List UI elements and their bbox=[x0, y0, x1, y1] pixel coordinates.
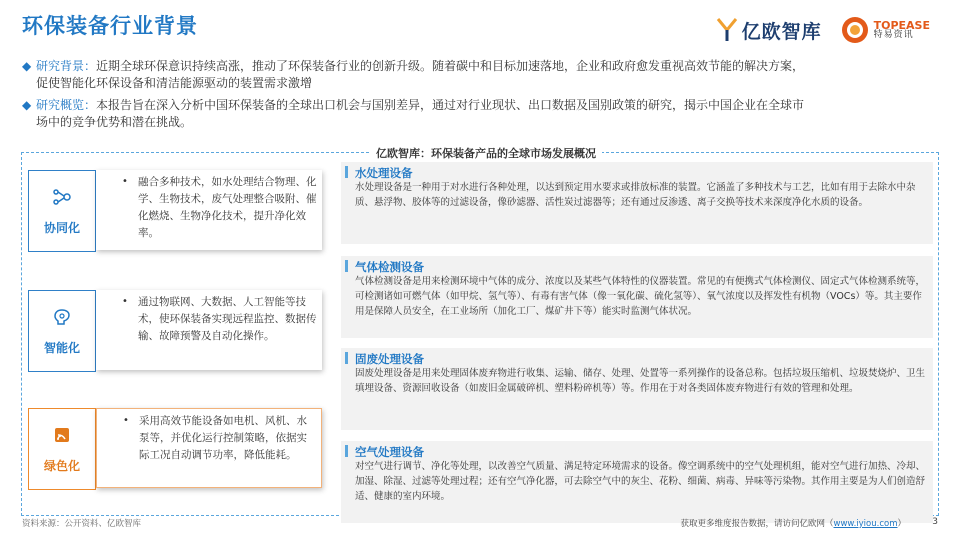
bullet-background bbox=[22, 58, 942, 92]
section-air-treatment bbox=[341, 441, 933, 523]
frame-title: 亿欧智库：环保装备产品的全球市场发展概况 bbox=[370, 145, 602, 161]
topease-logo-en: TOPEASE bbox=[873, 18, 930, 32]
section-solid-waste bbox=[341, 348, 933, 430]
card-badge bbox=[28, 170, 96, 252]
bullet-text: 近期全球环保意识持续高涨，推动了环保装备行业的创新升级。随着碳中和目标加速落地，企业和政府愈发重视高效节能的解决方案， bbox=[96, 59, 805, 73]
section-heading: 空气处理设备 bbox=[355, 445, 424, 459]
bullet-dot-icon: • bbox=[123, 415, 129, 426]
card-text: 通过物联网、大数据、人工智能等技术，使环保装备实现远程监控、数据传输、故障预警及自动化操作。 bbox=[138, 296, 317, 342]
brain-icon bbox=[52, 307, 72, 331]
page-title: 环保装备行业背景 bbox=[22, 14, 198, 38]
topease-logo-icon bbox=[840, 15, 870, 45]
bullet-continuation: 促使智能化环保设备和清洁能源驱动的装置需求激增 bbox=[36, 76, 313, 90]
section-text: 固废处理设备是用来处理固体废弃物进行收集、运输、储存、处理、处置等一系列操作的设备总称。包括垃圾压缩机、垃圾焚烧炉、卫生填埋设备、资源回收设备（如废旧金属破碎机、塑料粉碎机等）等。作用在于对各类固体废弃物进行有效的管理和处理。 bbox=[355, 368, 926, 394]
section-water-treatment bbox=[341, 162, 933, 244]
diamond-bullet-icon: ◆ bbox=[22, 59, 32, 73]
section-gas-detection bbox=[341, 256, 933, 338]
card-label: 智能化 bbox=[43, 340, 80, 355]
bullet-overview bbox=[22, 97, 942, 131]
footer-source: 资料来源：公开资料、亿欧智库 bbox=[22, 519, 142, 529]
topease-logo bbox=[840, 15, 930, 45]
logo-group bbox=[716, 12, 930, 48]
section-text: 水处理设备是一种用于对水进行各种处理，以达到预定用水要求或排放标准的装置。它涵盖了多种技术与工艺，比如有用于去除水中杂质、悬浮物、胶体等的过滤设备，像砂滤器、活性炭过滤器等；还有通过反渗透、离子交换等技术来深度净化水质的设备。 bbox=[355, 182, 916, 208]
page-number: 3 bbox=[932, 517, 938, 527]
bullet-continuation: 场中的竞争优势和潜在挑战。 bbox=[36, 115, 193, 129]
bullet-lead: 研究概览： bbox=[36, 98, 97, 112]
card-intelligent bbox=[28, 290, 323, 372]
card-text: 采用高效节能设备如电机、风机、水泵等，并优化运行控制策略，依据实际工况自动调节功率，降低能耗。 bbox=[139, 415, 307, 461]
section-text: 对空气进行调节、净化等处理，以改善空气质量、满足特定环境需求的设备。像空调系统中的空气处理机组，能对空气进行加热、冷却、加湿、除湿、过滤等处理过程；还有空气净化器，可去除空气中的灰尘、花粉、细菌、病毒、异味等污染物。其作用主要是为人们创造舒适、健康的室内环境。 bbox=[355, 461, 926, 502]
energy-icon bbox=[52, 425, 72, 449]
yiou-logo bbox=[716, 17, 822, 44]
card-badge bbox=[28, 290, 96, 372]
footer-promo bbox=[680, 517, 906, 529]
card-green bbox=[28, 408, 323, 490]
footer-link[interactable]: www.iyiou.com bbox=[833, 519, 898, 529]
section-heading: 固废处理设备 bbox=[355, 352, 424, 366]
bullet-dot-icon: • bbox=[122, 296, 128, 307]
card-badge bbox=[28, 408, 96, 490]
card-collaborative bbox=[28, 170, 323, 252]
bullet-text: 本报告旨在深入分析中国环保装备的全球出口机会与国别差异，通过对行业现状、出口数据及国别政策的研究，揭示中国企业在全球市 bbox=[96, 98, 805, 112]
footer-promo-end: ） bbox=[897, 519, 906, 529]
card-label: 协同化 bbox=[43, 220, 80, 235]
yiou-logo-icon bbox=[716, 17, 738, 43]
yiou-logo-text: 亿欧智库 bbox=[741, 20, 822, 43]
section-text: 气体检测设备是用来检测环境中气体的成分、浓度以及某些气体特性的仪器装置。常见的有便携式气体检测仪、固定式气体检测系统等，可检测诸如可燃气体（如甲烷、氢气等）、有毒有害气体（像一氧化碳、硫化氢等）、氧气浓度以及挥发性有机物（VOCs）等。其主要作用是保障人员安全，在工业场所（加化工厂、煤矿井下等）能实时监测气体状况。 bbox=[355, 276, 926, 317]
section-heading: 水处理设备 bbox=[355, 166, 413, 180]
footer-promo-text: 获取更多维度报告数据，请访问亿欧网（ bbox=[680, 519, 834, 529]
card-label: 绿色化 bbox=[43, 458, 80, 473]
diamond-bullet-icon: ◆ bbox=[22, 98, 32, 112]
card-description bbox=[96, 170, 322, 250]
topease-logo-cn: 特易资讯 bbox=[873, 30, 914, 41]
bullet-lead: 研究背景： bbox=[36, 59, 97, 73]
network-icon bbox=[52, 187, 72, 211]
card-description bbox=[96, 290, 322, 370]
card-text: 融合多种技术，如水处理结合物理、化学、生物技术，废气处理整合吸附、催化燃烧、生物净化技术，提升净化效率。 bbox=[138, 176, 317, 239]
section-heading: 气体检测设备 bbox=[355, 260, 424, 274]
card-description bbox=[96, 408, 322, 488]
bullet-dot-icon: • bbox=[122, 176, 128, 187]
